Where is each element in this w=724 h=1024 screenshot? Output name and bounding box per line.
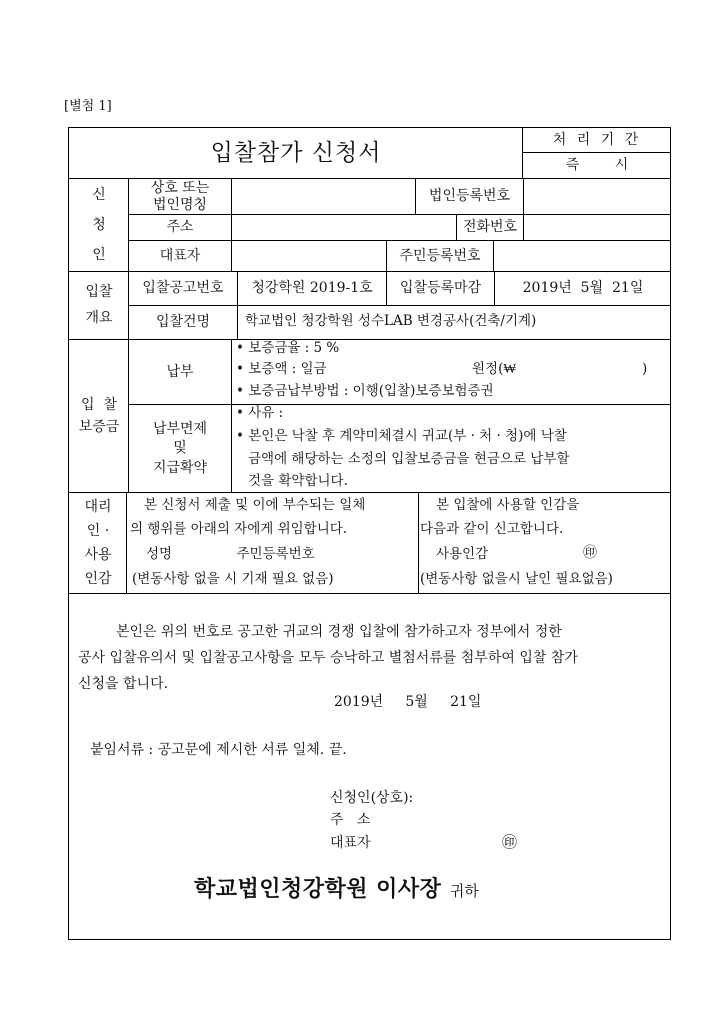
proxy-left-line-2: 의 행위를 아래의 자에게 위임합니다. (130, 521, 348, 537)
deadline-value: 2019년 5월 21일 (522, 279, 644, 296)
address-label: 주소 (166, 219, 194, 236)
declaration-line-3: 신청을 합니다. (78, 676, 169, 692)
notice-no-value: 청강학원 2019-1호 (251, 279, 373, 296)
signer-company-label: 신청인(상호): (330, 790, 414, 806)
proxy-left-line-4: (변동사항 없을 시 기재 필요 없음) (132, 571, 334, 587)
exemption-label: 납부면제 및 지급확약 (152, 421, 208, 476)
proxy-right-line-3: 사용인감 (436, 546, 489, 562)
overview-section-label: 입찰 개요 (85, 283, 113, 326)
proxy-left-line-3: 성명 주민등록번호 (146, 546, 315, 562)
proxy-section-label: 대리 인 · 사용 인감 (84, 499, 112, 587)
proxy-left-line-1: 본 신청서 제출 및 이에 부수되는 일체 (144, 497, 366, 513)
declaration-date: 2019년 5월 21일 (334, 694, 482, 710)
applicant-section-label: 신 청 인 (92, 187, 106, 263)
amount-line-left: • 보증액 : 일금 (236, 361, 327, 377)
proxy-right-line-4: (변동사항 없을시 날인 필요없음) (420, 571, 613, 587)
pledge-line-3: 것을 확약합니다. (248, 473, 348, 489)
payment-label: 납부 (166, 363, 194, 380)
reason-line: • 사유 : (236, 405, 284, 421)
company-name-label: 상호 또는 법인명칭 (150, 180, 210, 213)
recipient-main: 학교법인청강학원 이사장 (194, 876, 442, 902)
amount-line-close: ) (642, 361, 648, 377)
processing-period-value: 즉 시 (565, 157, 629, 174)
proxy-right-line-1: 본 입찰에 사용할 인감을 (436, 497, 580, 513)
project-value: 학교법인 청강학원 성수LAB 변경공사(건축/기계) (245, 313, 537, 329)
declaration-line-1: 본인은 위의 번호로 공고한 귀교의 경쟁 입찰에 참가하고자 정부에서 정한 (116, 624, 562, 640)
representative-label: 대표자 (159, 247, 201, 264)
corp-reg-no-label: 법인등록번호 (428, 188, 511, 205)
recipient (194, 876, 479, 902)
phone-label: 전화번호 (462, 219, 518, 236)
processing-period-label: 처 리 기 간 (552, 131, 642, 148)
proxy-right-line-2: 다음과 같이 신고합니다. (420, 521, 564, 537)
signer-rep-label: 대표자 (330, 835, 371, 851)
pledge-line-2: 금액에 해당하는 소정의 입찰보증금을 현금으로 납부할 (248, 451, 570, 467)
resident-reg-no-label: 주민등록번호 (399, 247, 481, 264)
form-title: 입찰참가 신청서 (210, 139, 382, 166)
signer-seal-mark: ㊞ (502, 833, 518, 851)
recipient-suffix: 귀하 (449, 882, 479, 900)
proxy-seal-mark: ㊞ (583, 545, 597, 561)
pledge-line-1: • 본인은 낙찰 후 계약미체결시 귀교(부 · 처 · 청)에 낙찰 (236, 428, 567, 444)
rate-line: • 보증금율 : 5 % (236, 340, 340, 356)
signer-address-label: 주 소 (330, 812, 371, 828)
attachments-note: 붙임서류 : 공고문에 제시한 서류 일체. 끝. (90, 742, 347, 758)
project-label: 입찰건명 (155, 314, 211, 331)
attachment-label: [별첨 1] (64, 99, 112, 114)
deadline-label: 입찰등록마감 (399, 279, 482, 296)
declaration-line-2: 공사 입찰유의서 및 입찰공고사항을 모두 승낙하고 별첨서류를 첨부하여 입찰 참가 (78, 650, 578, 666)
amount-line-right: 원정(₩ (472, 361, 517, 377)
method-line: • 보증금납부방법 : 이행(입찰)보증보험증권 (236, 383, 494, 399)
deposit-section-label: 입 찰 보증금 (78, 396, 120, 435)
notice-no-label: 입찰공고번호 (142, 279, 224, 296)
